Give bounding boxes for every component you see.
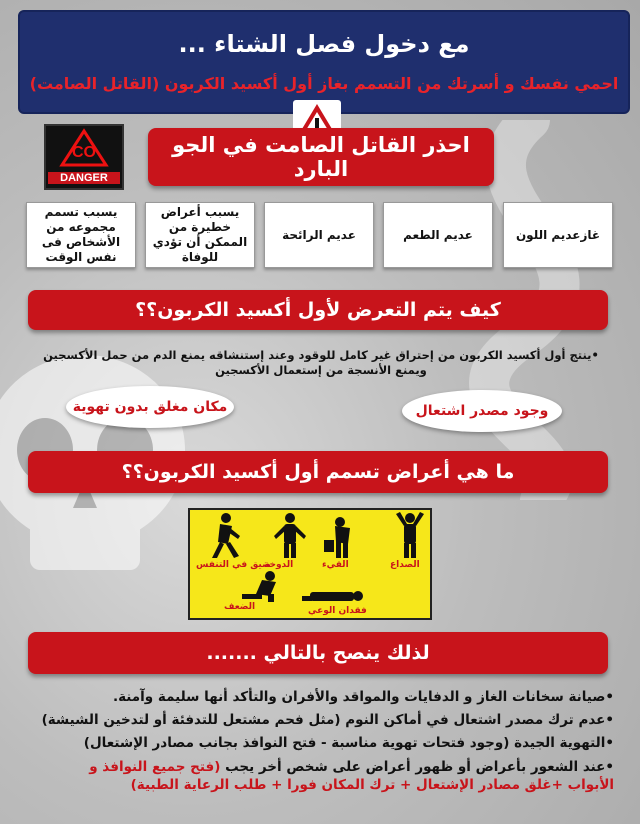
advice-item: •صيانة سخانات الغاز و الدفايات والمواقد والأفران والتأكد أنها سليمة وآمنة. xyxy=(112,689,614,705)
symptom-label: الدوخة xyxy=(264,560,294,570)
advice-item-emphasis: (فتح جميع النوافذ و الأبواب +غلق مصادر الإشتعال + ترك المكان فورا + طلب الرعاية الطبية) xyxy=(89,759,614,794)
symptoms-panel xyxy=(188,508,432,620)
symptom-label: ضيق في التنفس xyxy=(196,560,271,570)
advice-item: •عدم ترك مصدر اشتعال في أماكن النوم (مثل فحم مشتعل للتدفئة أو لتدخين الشيشة) xyxy=(41,712,614,728)
header-title: مع دخول فصل الشتاء ... xyxy=(178,30,470,58)
property-box: عديم الرائحة xyxy=(264,202,374,268)
advice-item: •التهوية الجيدة (وجود فتحات تهوية مناسبة - فتح النوافذ بجانب مصادر الإشتعال) xyxy=(83,735,614,751)
exposure-banner: كيف يتم التعرض لأول أكسيد الكربون؟؟ xyxy=(28,290,608,330)
source-oval-fuel: وجود مصدر اشتعال xyxy=(402,390,562,432)
symptom-label: القيء xyxy=(322,560,349,570)
property-box: يسبب أعراض خطيرة من الممكن أن تؤدي للوفاة xyxy=(145,202,255,268)
symptom-label: الصداع xyxy=(390,560,420,570)
advice-item xyxy=(40,758,614,794)
source-oval-room: مكان مغلق بدون تهوية xyxy=(66,386,234,428)
breath-figure-icon xyxy=(212,513,240,558)
advice-item-text: •عند الشعور بأعراض أو ظهور أعراض على شخص أخر يجب xyxy=(220,759,614,775)
co-danger-logo: CO DANGER xyxy=(44,124,124,190)
property-box: عديم الطعم xyxy=(383,202,493,268)
exposure-text: •ينتج أول أكسيد الكربون من إحتراق غير كامل للوقود وعند إستنشاقه يمنع الدم من حمل الأكسجين ويمنع الأنسجة من إستعمال الأكسجين xyxy=(43,348,599,377)
advice-banner: لذلك ينصح بالتالي ....... xyxy=(28,632,608,674)
property-box: يسبب تسمم مجموعه من الأشخاص فى نفس الوقت xyxy=(26,202,136,268)
headache-figure-icon xyxy=(396,512,424,558)
warning-banner: احذر القاتل الصامت في الجو البارد xyxy=(148,128,494,186)
vomit-figure-icon xyxy=(324,517,350,558)
header-subtitle: احمي نفسك و أسرتك من التسمم بغاز أول أكسيد الكربون (القاتل الصامت) xyxy=(29,74,619,93)
weakness-figure-icon xyxy=(242,571,276,602)
symptom-label: فقدان الوعي xyxy=(308,606,367,616)
header-panel xyxy=(18,10,630,114)
dizzy-figure-icon xyxy=(274,513,306,558)
symptom-label: الضعف xyxy=(224,602,256,612)
property-box: غازعديم اللون xyxy=(503,202,613,268)
fainting-figure-icon xyxy=(302,591,363,601)
symptoms-banner: ما هي أعراض تسمم أول أكسيد الكربون؟؟ xyxy=(28,451,608,493)
